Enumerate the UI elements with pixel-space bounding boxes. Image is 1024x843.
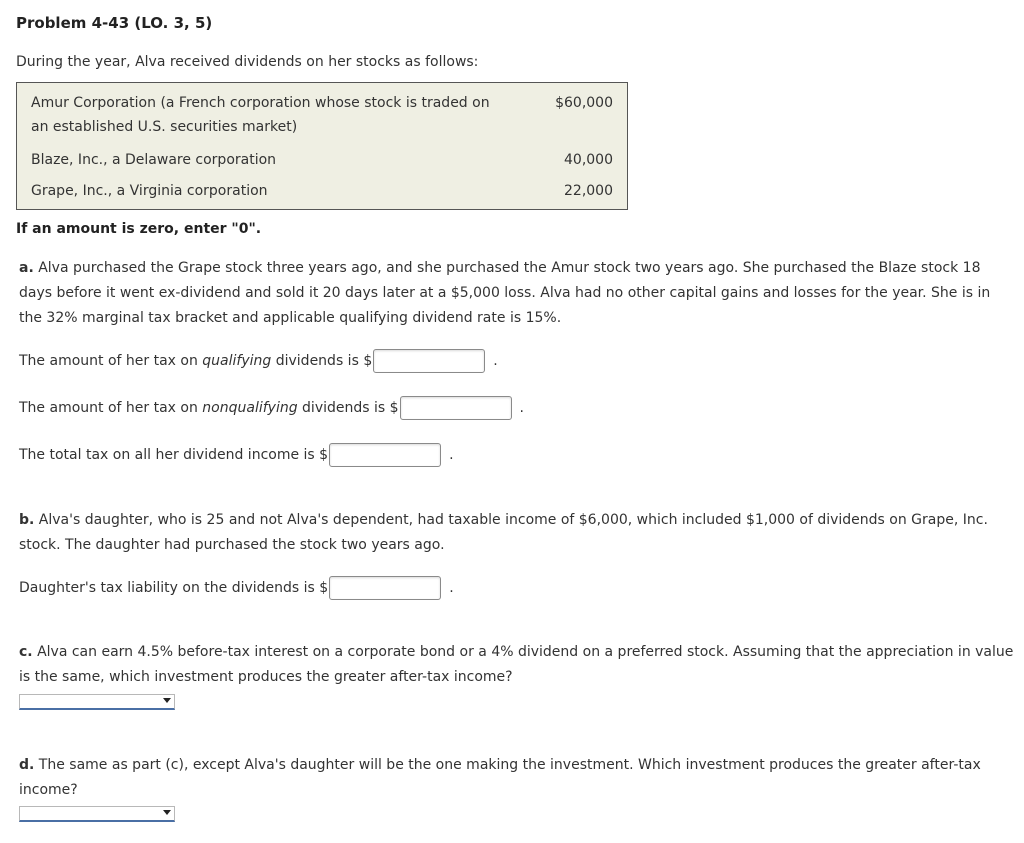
- dividend-name: Blaze, Inc., a Delaware corporation: [31, 152, 277, 168]
- part-d-body: The same as part (c), except Alva's daughter will be the one making the investment. Which investment produces the greater after-tax income?: [19, 757, 981, 798]
- chevron-down-icon: [163, 698, 171, 703]
- q1-emphasis: qualifying: [202, 353, 272, 369]
- part-b-body: Alva's daughter, who is 25 and not Alva's dependent, had taxable income of $6,000, which included $1,000 of dividends on Grape, Inc. stock. The daughter had purchased the stock two years ago.: [19, 512, 988, 553]
- dividend-amount: 22,000: [564, 183, 613, 199]
- dividend-name: Grape, Inc., a Virginia corporation: [31, 183, 268, 199]
- part-b-label: b.: [19, 512, 35, 528]
- q2-suffix: dividends is $: [297, 400, 399, 416]
- q3-text: The total tax on all her dividend income is $: [19, 447, 329, 463]
- dividend-name: Amur Corporation (a French corporation whose stock is traded on an established U.S. securities market): [31, 95, 490, 135]
- period: .: [493, 353, 498, 369]
- part-c-body: Alva can earn 4.5% before-tax interest on a corporate bond or a 4% dividend on a preferred stock. Assuming that the appreciation in value is the same, which investment produces the greater after-tax income?: [19, 644, 1014, 685]
- nonqualifying-tax-input[interactable]: [400, 396, 512, 420]
- q1-suffix: dividends is $: [271, 353, 373, 369]
- dividend-amount: 40,000: [564, 152, 613, 168]
- part-d-dropdown[interactable]: [19, 806, 175, 822]
- period: .: [519, 400, 524, 416]
- part-a-text: [19, 256, 1015, 331]
- part-a-body: Alva purchased the Grape stock three years ago, and she purchased the Amur stock two years ago. She purchased the Blaze stock 18 days before it went ex-dividend and sold it 20 days later at a $5,000 loss. Alva had no other capital gains and losses for the year. She is in the 32% marginal tax bracket and applicable qualifying dividend rate is 15%.: [19, 260, 991, 326]
- dividend-amount: $60,000: [555, 95, 613, 111]
- q2-emphasis: nonqualifying: [202, 400, 298, 416]
- part-b-text: [19, 508, 1015, 558]
- question-daughter-tax: [19, 575, 454, 601]
- total-tax-input[interactable]: [329, 443, 441, 467]
- part-a-label: a.: [19, 260, 34, 276]
- part-d-label: d.: [19, 757, 35, 773]
- part-c-dropdown[interactable]: [19, 694, 175, 710]
- part-c-label: c.: [19, 644, 33, 660]
- qualifying-tax-input[interactable]: [373, 349, 485, 373]
- q1-prefix: The amount of her tax on: [19, 353, 203, 369]
- q2-prefix: The amount of her tax on: [19, 400, 203, 416]
- part-c-text: [19, 640, 1015, 690]
- dividends-table: [16, 82, 628, 210]
- question-nonqualifying-tax: [19, 395, 524, 421]
- problem-title: Problem 4-43 (LO. 3, 5): [16, 14, 213, 32]
- chevron-down-icon: [163, 810, 171, 815]
- period: .: [449, 447, 454, 463]
- zero-instruction: If an amount is zero, enter "0".: [16, 221, 262, 237]
- part-d-text: [19, 753, 1015, 803]
- problem-intro: During the year, Alva received dividends on her stocks as follows:: [16, 54, 479, 70]
- q4-text: Daughter's tax liability on the dividends is $: [19, 580, 329, 596]
- daughter-tax-input[interactable]: [329, 576, 441, 600]
- question-qualifying-tax: [19, 348, 498, 374]
- question-total-tax: [19, 442, 454, 468]
- period: .: [449, 580, 454, 596]
